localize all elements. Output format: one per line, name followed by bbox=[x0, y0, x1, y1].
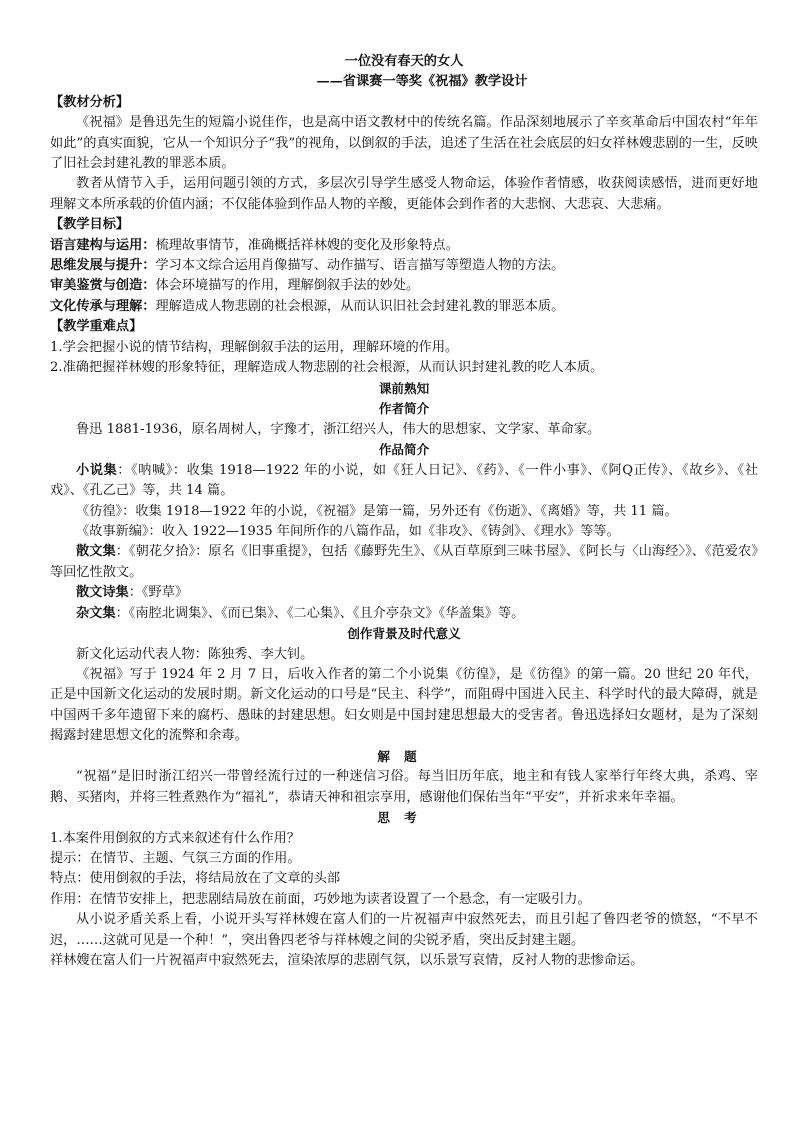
explain-paragraph: “祝福”是旧时浙江绍兴一带曾经流行过的一种迷信习俗。每当旧历年底，地主和有钱人家举行年终大典，杀鸡、宰鹅、买猪肉，并将三牲煮熟作为“福礼”，恭请天神和祖宗享用，感谢他们保佑当年“平安”，并祈求来年幸福。 bbox=[50, 769, 758, 805]
think-atmosphere-paragraph: 祥林嫂在富人们一片祝福声中寂然死去，渲染浓厚的悲剧气氛，以乐景写哀情，反衬人物的悲惨命运。 bbox=[50, 953, 644, 968]
section-heading-goals: 【教学目标】 bbox=[50, 217, 130, 233]
document-page bbox=[50, 52, 758, 971]
novels-text: ：《呐喊》：收集 1918—1922 年的小说，如《狂人日记》、《药》、《一件小事》、《阿Q正传》、《故乡》、《社戏》、《孔乙己》等，共 14 篇。 bbox=[50, 462, 759, 499]
think-heading: 思考 bbox=[377, 809, 431, 825]
section-heading-preview: 课前熟知 bbox=[378, 380, 430, 396]
section-heading-analysis: 【教材分析】 bbox=[50, 94, 130, 110]
goal-text: 体会环境描写的作用，理解倒叙手法的妙处。 bbox=[155, 278, 420, 294]
novels-label: 小说集 bbox=[76, 462, 118, 478]
works-zawen bbox=[50, 604, 758, 624]
goal-text: 学习本文综合运用肖像描写、动作描写、语言描写等塑造人物的方法。 bbox=[155, 258, 565, 274]
background-paragraph-1: 新文化运动代表人物：陈独秀、李大钊。 bbox=[76, 646, 314, 662]
document-subtitle: ——省课赛一等奖《祝福》教学设计 bbox=[316, 74, 528, 90]
goal-item bbox=[50, 236, 758, 256]
goal-label: 语言建构与运用： bbox=[50, 237, 156, 253]
author-intro: 鲁迅 1881-1936，原名周树人，字豫才，浙江绍兴人，伟大的思想家、文学家、革命家。 bbox=[76, 421, 601, 437]
author-heading: 作者简介 bbox=[378, 401, 430, 417]
goal-text: 梳理故事情节，准确概括祥林嫂的变化及形象特点。 bbox=[155, 237, 459, 253]
keypoint-item: 1.学会把握小说的情节结构，理解倒叙手法的运用，理解环境的作用。 bbox=[50, 339, 459, 355]
think-feature: 特点：使用倒叙的手法，将结局放在了文章的头部 bbox=[50, 871, 341, 887]
goal-label: 文化传承与理解： bbox=[50, 298, 156, 314]
think-conflict-paragraph: 从小说矛盾关系上看，小说开头写祥林嫂在富人们的一片祝福声中寂然死去，而且引起了鲁四老爷的愤怒，“不早不迟，……这就可见是一个种！”，突出鲁四老爷与祥林嫂之间的尖锐矛盾，突出反封建主题。 bbox=[50, 912, 758, 948]
section-heading-keypoints: 【教学重难点】 bbox=[50, 319, 143, 335]
goal-item bbox=[50, 297, 758, 317]
poems-label: 散文诗集 bbox=[76, 585, 129, 601]
poems-text: ：《野草》 bbox=[128, 585, 189, 601]
works-novels bbox=[50, 461, 758, 502]
think-effect: 作用：在情节安排上，把悲剧结局放在前面，巧妙地为读者设置了一个悬念，有一定吸引力。 bbox=[50, 891, 591, 907]
goal-text: 理解造成人物悲剧的社会根源，从而认识旧社会封建礼教的罪恶本质。 bbox=[155, 298, 565, 314]
works-gushi: 《故事新编》：收入 1922—1935 年间所作的八篇作品，如《非攻》、《铸剑》、《理水》等等。 bbox=[76, 523, 620, 539]
think-hint: 提示：在情节、主题、气氛三方面的作用。 bbox=[50, 850, 301, 866]
works-heading: 作品简介 bbox=[378, 442, 430, 458]
essays-text: ：《朝花夕拾》：原名《旧事重提》，包括《藤野先生》、《从百草原到三味书屋》、《阿长与〈山海经〉》、《范爱农》等回忆性散文。 bbox=[50, 544, 758, 580]
goal-label: 思维发展与提升： bbox=[50, 258, 156, 274]
background-paragraph-2: 《祝福》写于 1924 年 2 月 7 日，后收入作者的第二个小说集《彷徨》，是《彷徨》的第一篇。20 世纪 20 年代，正是中国新文化运动的发展时期。新文化运动的口号是“民主、科学”，而阻碍中国进入民主、科学时代的最大障碍，就是中国两千多年遗留下来的腐朽、愚昧的封建思想。妇女则是中国封建思想最大的受害者。鲁迅选择妇女题材，是为了深刻揭露封建思想文化的流弊和余毒。 bbox=[50, 666, 758, 744]
analysis-paragraph-1: 《祝福》是鲁迅先生的短篇小说佳作，也是高中语文教材中的传统名篇。作品深刻地展示了辛亥革命后中国农村“年年如此”的真实面貌，它从一个知识分子“我”的视角，以倒叙的手法，追述了生活在社会底层的妇女祥林嫂悲剧的一生，反映了旧社会封建礼教的罪恶本质。 bbox=[50, 115, 758, 172]
zawen-label: 杂文集 bbox=[76, 605, 116, 621]
zawen-text: ：《南腔北调集》、《而已集》、《二心集》、《且介亭杂文》《华盖集》等。 bbox=[115, 605, 525, 621]
works-panghuang: 《彷徨》：收集 1918—1922 年的小说，《祝福》是第一篇，另外还有《伤逝》、《离婚》等，共 11 篇。 bbox=[76, 503, 678, 519]
think-question: 1.本案件用倒叙的方式来叙述有什么作用？ bbox=[50, 830, 300, 846]
analysis-paragraph-2: 教者从情节入手，运用问题引领的方式，多层次引导学生感受人物命运，体验作者情感，收获阅读感悟，进而更好地理解文本所承载的价值内涵；不仅能体验到作品人物的辛酸，更能体会到作者的大悲悯、大悲哀、大悲痛。 bbox=[50, 176, 758, 212]
works-essays bbox=[50, 542, 758, 583]
works-poems bbox=[50, 583, 758, 603]
keypoint-item: 2.准确把握祥林嫂的形象特征，理解造成人物悲剧的社会根源，从而认识封建礼教的吃人本质。 bbox=[50, 360, 604, 376]
goal-item bbox=[50, 276, 758, 296]
goal-label: 审美鉴赏与创造： bbox=[50, 278, 156, 294]
document-title: 一位没有春天的女人 bbox=[344, 54, 464, 69]
background-heading: 创作背景及时代意义 bbox=[347, 625, 461, 641]
goal-item bbox=[50, 256, 758, 276]
essays-label: 散文集 bbox=[76, 544, 116, 560]
explain-heading: 解题 bbox=[377, 748, 431, 764]
